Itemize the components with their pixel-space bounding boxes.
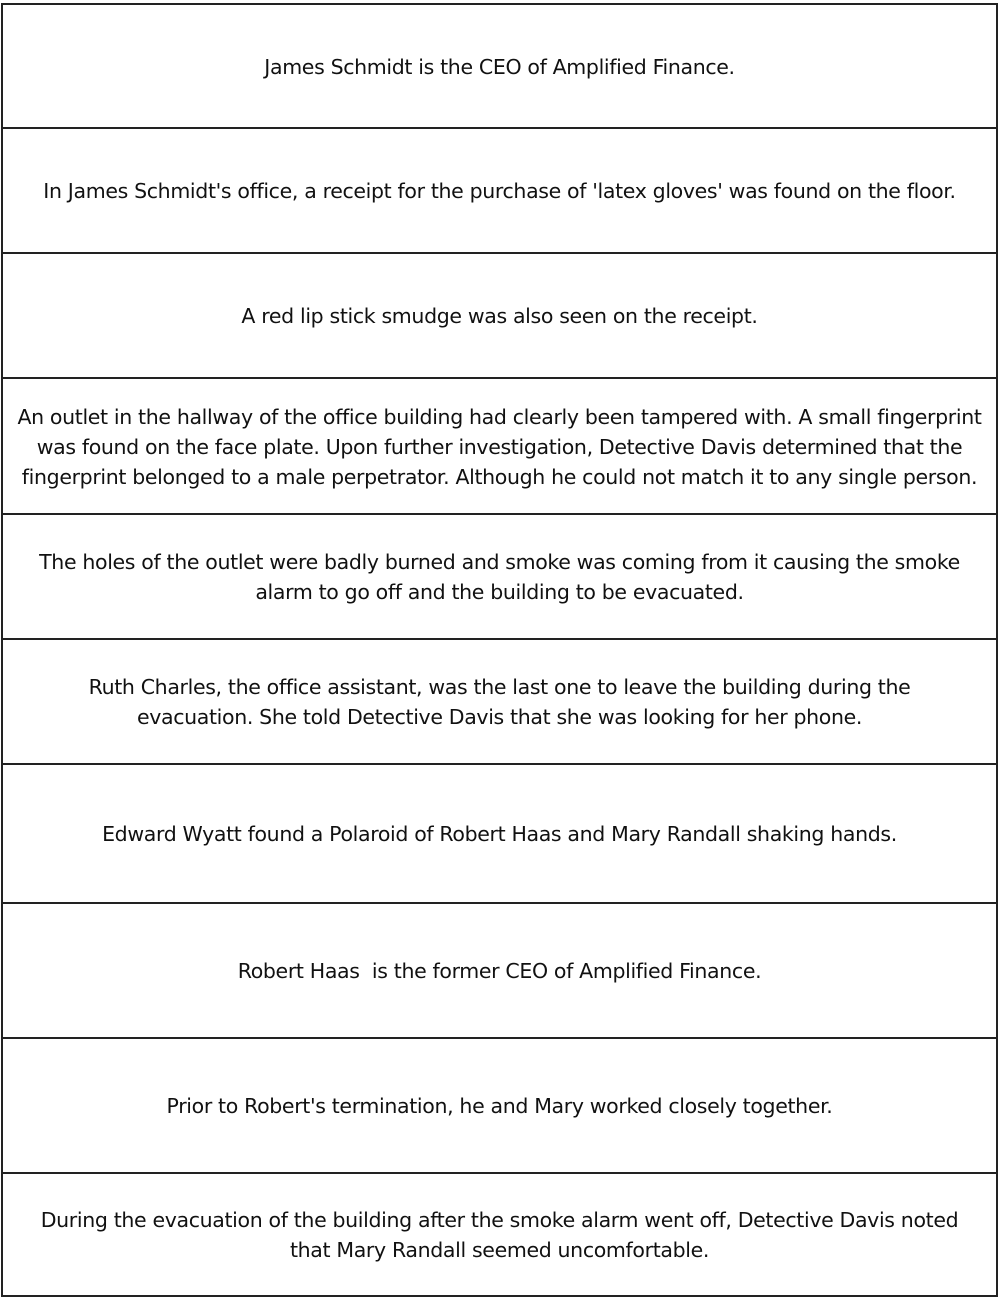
clue-card-7 — [3, 763, 996, 903]
clue-card-10 — [3, 1172, 996, 1297]
clue-card-1 — [3, 3, 996, 128]
clue-card-6 — [3, 638, 996, 764]
clue-text: Robert Haas is the former CEO of Amplified Finance. — [237, 959, 762, 983]
clue-text: In James Schmidt's office, a receipt for the purchase of 'latex gloves' was found on the floor. — [43, 179, 956, 203]
clue-text: Ruth Charles, the office assistant, was the last one to leave the building during the evacuation. She told Detective Davis that she was looking for her phone. — [88, 675, 911, 729]
clue-text: James Schmidt is the CEO of Amplified Finance. — [264, 54, 735, 79]
clue-card-9 — [3, 1037, 996, 1173]
clue-text: An outlet in the hallway of the office building had clearly been tampered with. A small fingerprint was found on the face plate. Upon further investigation, Detective Davis determined that the fingerprint belonged to a male perpetrator. Although he could not match it to any single person. — [17, 404, 982, 489]
clue-text: A red lip stick smudge was also seen on the receipt. — [241, 304, 758, 328]
clue-card-8 — [3, 902, 996, 1038]
clue-sheet — [1, 3, 998, 1297]
clue-card-5 — [3, 513, 996, 639]
clue-card-4 — [3, 377, 996, 514]
clue-card-2 — [3, 127, 996, 253]
clue-text: Prior to Robert's termination, he and Mary worked closely together. — [166, 1094, 833, 1118]
clue-text: The holes of the outlet were badly burned and smoke was coming from it causing the smoke alarm to go off and the building to be evacuated. — [39, 550, 960, 604]
clue-text: During the evacuation of the building after the smoke alarm went off, Detective Davis noted that Mary Randall seemed uncomfortable. — [40, 1207, 959, 1262]
clue-text: Edward Wyatt found a Polaroid of Robert Haas and Mary Randall shaking hands. — [102, 822, 897, 846]
clue-card-3 — [3, 252, 996, 378]
